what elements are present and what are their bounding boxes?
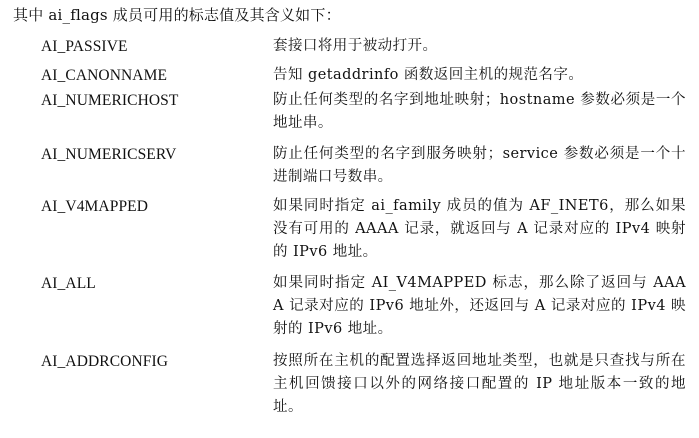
flag-name: AI_V4MAPPED (41, 198, 149, 215)
flag-description: 防止任何类型的名字到服务映射；service 参数必须是一个十进制端口号数串。 (273, 146, 686, 185)
flag-name: AI_NUMERICHOST (41, 92, 179, 109)
flag-description: 告知 getaddrinfo 函数返回主机的规范名字。 (273, 67, 584, 83)
flag-name: AI_PASSIVE (41, 38, 128, 55)
flag-description: 如果同时指定 AI_V4MAPPED 标志，那么除了返回与 AAAA 记录对应的 IPv6 地址外，还返回与 A 记录对应的 IPv4 映射的 IPv6 地址。 (273, 275, 686, 337)
flag-description: 套接口将用于被动打开。 (273, 38, 438, 54)
flag-name: AI_ALL (41, 275, 96, 292)
flag-name: AI_CANONNAME (41, 67, 168, 84)
flag-name: AI_NUMERICSERV (41, 146, 177, 163)
flag-description: 如果同时指定 ai_family 成员的值为 AF_INET6，那么如果没有可用的 AAAA 记录，就返回与 A 记录对应的 IPv4 映射的 IPv6 地址。 (273, 198, 686, 260)
intro-text: 其中 ai_flags 成员可用的标志值及其含义如下： (13, 6, 341, 24)
flag-description: 按照所在主机的配置选择返回地址类型，也就是只查找与所在主机回馈接口以外的网络接口配置的 IP 地址版本一致的地址。 (273, 353, 686, 415)
flag-name: AI_ADDRCONFIG (41, 353, 169, 370)
flag-description: 防止任何类型的名字到地址映射；hostname 参数必须是一个地址串。 (273, 92, 686, 131)
